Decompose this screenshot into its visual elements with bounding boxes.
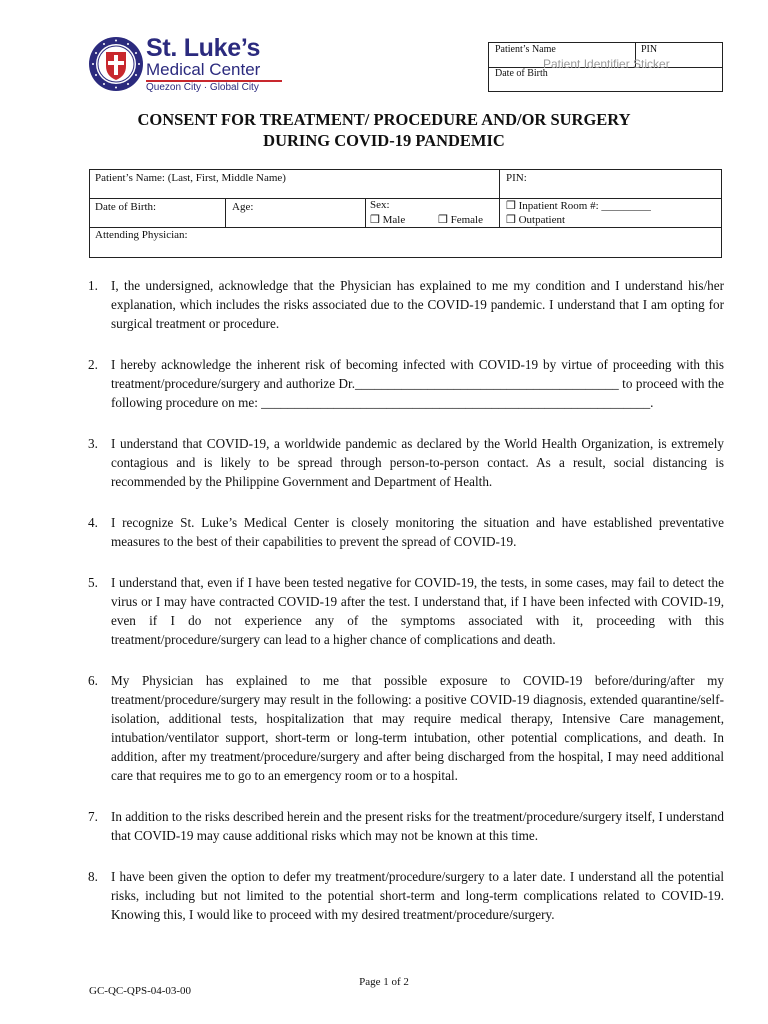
info-col-divider (499, 170, 500, 227)
attending-physician-field[interactable]: Attending Physician: (95, 229, 188, 241)
pin-field[interactable]: PIN: (506, 172, 527, 184)
logo-subtitle: Medical Center (146, 60, 261, 79)
item-text: In addition to the risks described herein and the present risks for the treatment/procedure/surgery itself, I understand that COVID-19 may cause additional risks which may not be known at this time. (111, 809, 724, 843)
info-col-divider (225, 198, 226, 227)
patient-name-field[interactable]: Patient’s Name: (Last, First, Middle Name) (95, 172, 286, 184)
consent-item (88, 513, 724, 551)
item-text: I understand that COVID-19, a worldwide pandemic as declared by the World Health Organization, is extremely contagious and is likely to be spread through person-to-person contact. As a result, social distancing is recommended by the Philippine Government and Department of Health. (111, 436, 724, 489)
consent-item (88, 355, 724, 412)
consent-item (88, 573, 724, 649)
inpatient-room-checkbox[interactable]: ❒ Inpatient Room #: _________ (506, 200, 651, 212)
sticker-patient-name-label: Patient’s Name (495, 44, 556, 55)
item-number: 3. (88, 436, 98, 451)
document-code: GC-QC-QPS-04-03-00 (89, 985, 192, 997)
sex-label: Sex: (370, 199, 390, 211)
sex-male-checkbox[interactable]: ❒ Male (370, 214, 406, 226)
consent-item (88, 807, 724, 845)
age-field[interactable]: Age: (232, 201, 254, 213)
item-number: 2. (88, 357, 98, 372)
item-number: 8. (88, 869, 98, 884)
item-number: 4. (88, 515, 98, 530)
item-number: 6. (88, 673, 98, 688)
item-text: I, the undersigned, acknowledge that the Physician has explained to me my condition and I understand his/her explanation, which includes the risks associated due to the COVID-19 pandemic. I understand that I am opting for surgical treatment or procedure. (111, 278, 724, 331)
sticker-watermark: Patient Identifier Sticker (543, 57, 670, 71)
outpatient-checkbox[interactable]: ❒ Outpatient (506, 214, 566, 226)
item-number: 1. (88, 278, 98, 293)
patient-identifier-sticker-box (488, 42, 723, 92)
item-text: I understand that, even if I have been tested negative for COVID-19, the tests, in some cases, may fail to detect the virus or I may have contracted COVID-19 after the test. I understand that, if I have been infected with COVID-19, even if I do not experience any of the symptoms associated with it, proceeding with this treatment/procedure/surgery can lead to a higher chance of complications and death. (111, 575, 724, 647)
logo-name: St. Luke’s (146, 34, 261, 62)
document-title-line-2: DURING COVID-19 PANDEMIC (263, 131, 505, 150)
logo-location: Quezon City · Global City (146, 82, 259, 93)
consent-item (88, 671, 724, 785)
sticker-dob-label: Date of Birth (495, 68, 548, 79)
patient-info-table (89, 169, 722, 258)
item-text: I recognize St. Luke’s Medical Center is closely monitoring the situation and have established preventative measures to the best of their capabilities to prevent the spread of COVID-19. (111, 515, 724, 549)
item-text: I hereby acknowledge the inherent risk of becoming infected with COVID-19 by virtue of proceeding with this treatment/procedure/surgery and authorize Dr.________________________________________ to proceed with the following procedure on me: ___________________________________________________________. (111, 357, 724, 410)
hospital-seal-icon (88, 36, 144, 92)
item-text: My Physician has explained to me that possible exposure to COVID-19 before/during/after my treatment/procedure/surgery may result in the following: a positive COVID-19 diagnosis, extended quarantine/self-isolation, additional tests, hospitalization that may require medical therapy, Intensive Care management, intubation/ventilator support, short-term or long-term intubation, other potential complications, and death. In addition, after my treatment/procedure/surgery and after being discharged from the hospital, I may need additional care that requires me to go to an emergency room or to a hospital. (111, 673, 724, 783)
item-number: 7. (88, 809, 98, 824)
info-row-divider (90, 227, 721, 228)
info-col-divider (365, 198, 366, 227)
consent-item (88, 867, 724, 924)
sex-female-checkbox[interactable]: ❒ Female (438, 214, 483, 226)
hospital-logo (88, 36, 268, 96)
document-title-line-1: CONSENT FOR TREATMENT/ PROCEDURE AND/OR SURGERY (137, 110, 631, 129)
sticker-pin-label: PIN (641, 44, 658, 55)
page-number: Page 1 of 2 (359, 976, 409, 988)
date-of-birth-field[interactable]: Date of Birth: (95, 201, 157, 213)
consent-item (88, 276, 724, 333)
item-number: 5. (88, 575, 98, 590)
consent-items-list (88, 276, 724, 946)
item-text: I have been given the option to defer my treatment/procedure/surgery to a later date. I understand all the potential risks, including but not limited to the potential short-term and long-term complications related to COVID-19. Knowing this, I would like to proceed with my desired treatment/procedure/surgery. (111, 869, 724, 922)
consent-item (88, 434, 724, 491)
